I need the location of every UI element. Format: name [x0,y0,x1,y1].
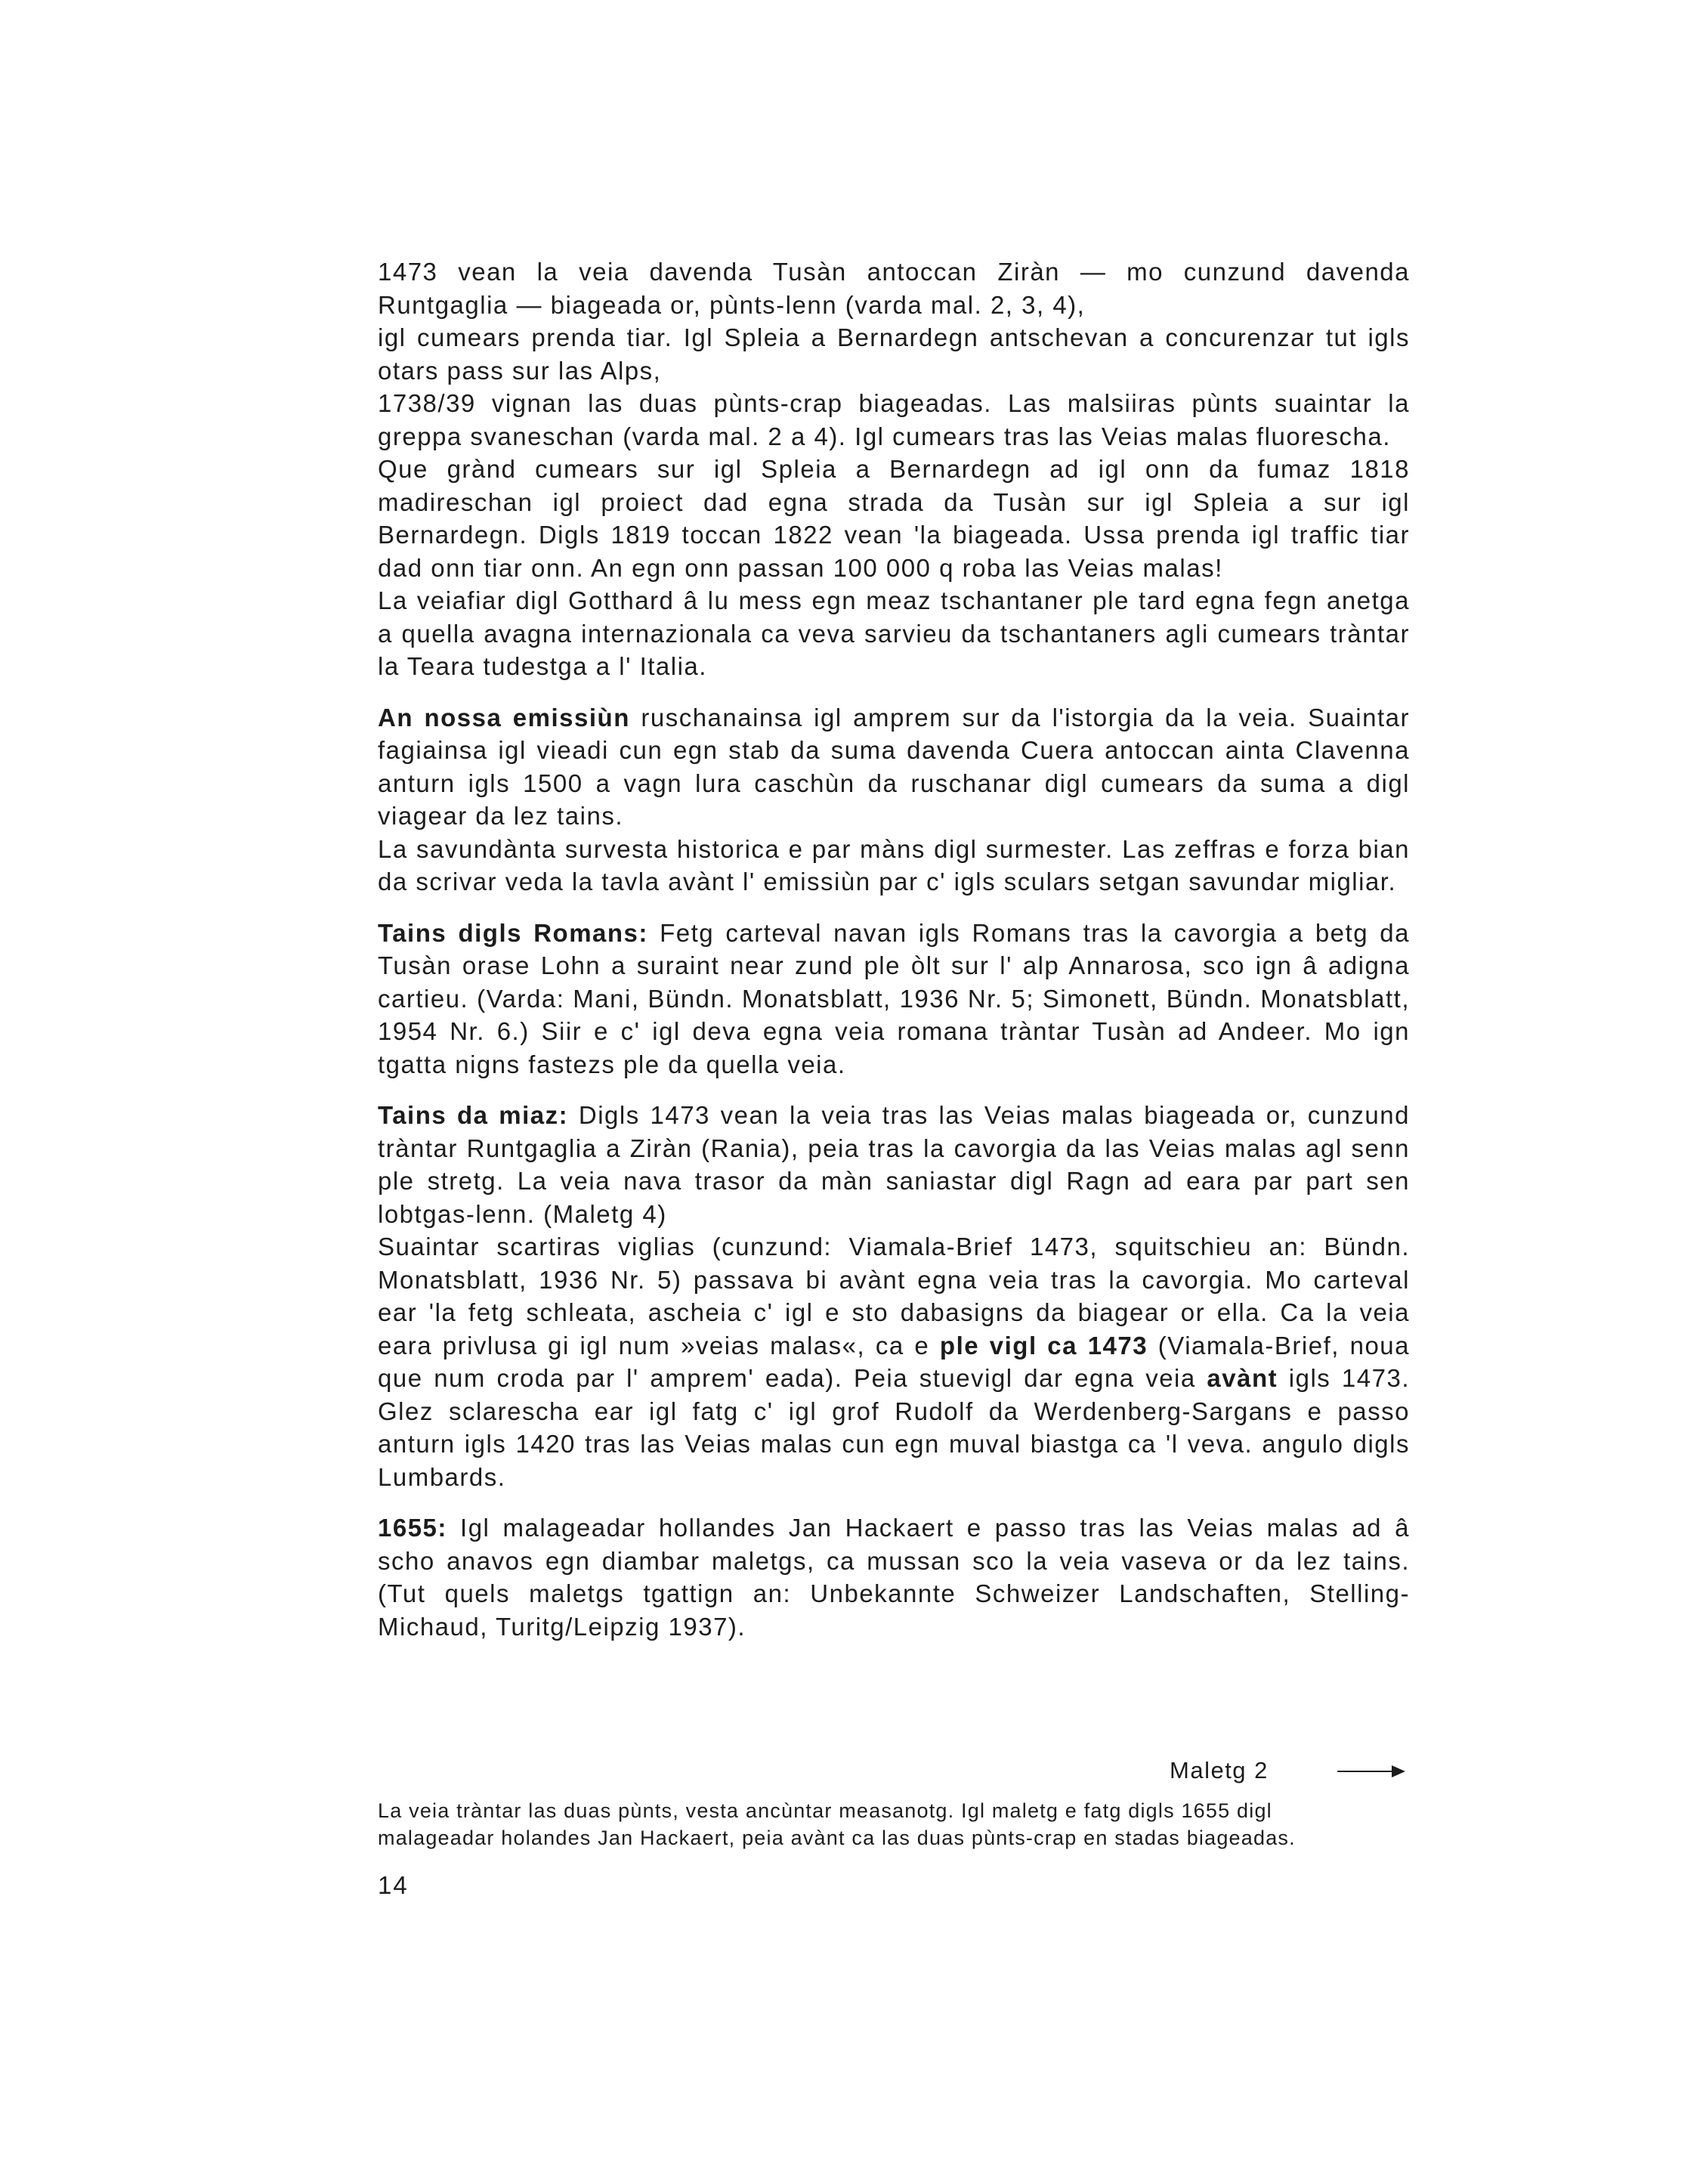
text-segment: La veiafiar digl Gotthard â lu mess egn meaz tschantaner ple tard egna fegn anetga a quella avagna internazionala ca veva sarvieu da tschantaners agli cumears tràntar la Teara tudestga a l' Italia. [378,586,1410,680]
paragraph [378,453,1410,584]
paragraph-lead-in: 1655: [378,1514,447,1542]
paragraph-romans [378,917,1410,1081]
arrow-right-icon [1337,1771,1404,1772]
text-segment: Que grànd cumears sur igl Spleia a Bernardegn ad igl onn da fumaz 1818 madireschan igl proiect dad egna strada da Tusàn sur igl Spleia a sur igl Bernardegn. Digls 1819 toccan 1822 vean 'la biageada. Ussa prenda igl traffic tiar dad onn tiar onn. An egn onn passan 100 000 q roba las Veias malas! [378,455,1410,582]
paragraph [378,255,1410,321]
text-segment: Fetg carteval navan igls Romans tras la cavorgia a betg da Tusàn orase Lohn a suraint near zund ple òlt sur l' alp Annarosa, sco ign â adigna cartieu. (Varda: Mani, Bündn. Monatsblatt, 1936 Nr. 5; Simonett, Bündn. Monatsblatt, 1954 Nr. 6.) Siir e c' igl deva egna veia romana tràntar Tusàn ad Andeer. Mo ign tgatta nigns fastezs ple da quella veia. [378,918,1410,1078]
text-segment: La savundànta survesta historica e par màns digl surmester. Las zeffras e forza bian da scrivar veda la tavla avànt l' emissiùn par c' igls sculars setgan savundar migliar. [378,834,1410,896]
caption-line: malageadar holandes Jan Hackaert, peia avànt ca las duas pùnts-crap en stadas biageadas. [378,1827,1296,1849]
text-segment: 1473 vean la veia davenda Tusàn antoccan Ziràn — mo cunzund davenda Runtgaglia — biageada or, pùnts-lenn (varda mal. 2, 3, 4), [378,258,1410,319]
text-emphasis: ple vigl ca 1473 [939,1331,1148,1360]
paragraph [378,1230,1410,1493]
text-segment: ruschanainsa igl amprem sur da l'istorgia da la veia. Suaintar fagiainsa igl vieadi cun egn stab da suma davenda Cuera antoccan ainta Clavenna anturn igls 1500 a vagn lura caschùn da ruschanar digl cumears da suma a digl viagear da lez tains. [378,703,1410,830]
text-segment: (Viamala-Brief, noua que num croda par l' amprem' eada). Peia stuevigl dar egna veia [378,1331,1411,1392]
text-segment: igl cumears prenda tiar. Igl Spleia a Bernardegn antschevan a concurenzar tut igls otars pass sur las Alps, [378,323,1410,385]
paragraph [378,833,1410,899]
paragraph-miaz [378,1099,1410,1230]
paragraph [378,584,1410,683]
paragraph-1655 [378,1511,1410,1643]
body-text [378,255,1410,1643]
paragraph [378,321,1410,387]
figure-reference-label: Maletg 2 [1170,1757,1269,1783]
text-segment: Digls 1473 vean la veia tras las Veias malas biageada or, cunzund tràntar Runtgaglia a Ziràn (Rania), peia tras la cavorgia da las Veias malas agl senn ple stretg. La veia nava trasor da màn saniastar digl Ragn ad eara par part sen lobtgas-lenn. (Maletg 4) [378,1101,1410,1228]
paragraph-lead-in: Tains digls Romans: [378,918,648,947]
text-segment: 1738/39 vignan las duas pùnts-crap biageadas. Las malsiiras pùnts suaintar la greppa svaneschan (varda mal. 2 a 4). Igl cumears tras las Veias malas fluorescha. [378,389,1410,450]
caption-line: La veia tràntar las duas pùnts, vesta ancùntar measanotg. Igl maletg e fatg digls 1655 digl [378,1799,1272,1822]
figure-caption [378,1797,1410,1851]
paragraph [378,387,1410,453]
figure-reference [1170,1753,1410,1788]
paragraph-lead-in: Tains da miaz: [378,1101,569,1129]
text-emphasis: avànt [1207,1364,1278,1392]
text-segment: Suaintar scartiras viglias (cunzund: Viamala-Brief 1473, squitschieu an: Bündn. Monatsblatt, 1936 Nr. 5) passava bi avànt egna veia tras la cavorgia. Mo carteval ear 'la fetg schleata, ascheia c' igl e sto dabasigns da biagear or ella. Ca la veia eara privlusa gi igl num »veias malas«, ca e [378,1233,1410,1360]
text-segment: igls 1473. Glez sclarescha ear igl fatg c' igl grof Rudolf da Werdenberg-Sargans e passo anturn igls 1420 tras las Veias malas cun egn muval biastga ca 'l veva. angulo digls Lumbards. [378,1364,1411,1491]
paragraph-lead-in: An nossa emissiùn [378,703,630,732]
paragraph-emissiun [378,701,1410,833]
page-number: 14 [378,1871,409,1899]
text-segment: Igl malageadar hollandes Jan Hackaert e passo tras las Veias malas ad â scho anavos egn diambar maletgs, ca mussan sco la veia vaseva or da lez tains. (Tut quels maletgs tgattign an: Unbekannte Schweizer Landschaften, Stelling-Michaud, Turitg/Leipzig 1937). [378,1514,1410,1641]
